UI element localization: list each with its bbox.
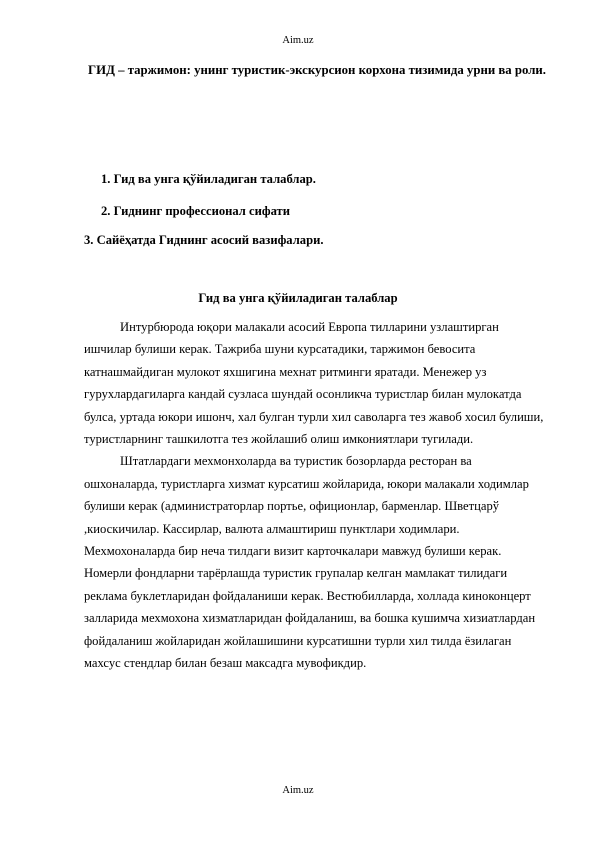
page-header: Aim.uz (282, 35, 314, 46)
section-heading: Гид ва унга қўйиладиган талаблар (198, 291, 398, 305)
paragraph-1: Интурбюрода юқори малакали асосий Европа тилларини узлаштирган ишчилар булиши керак. Тажриба шуни курсатадики, таржимон бевосита катнашмайдиган мулокот яхшигина мехнат ритминги яратади. Менежер уз гурухлардагиларга кандай сузласа шундай осонликча туристлар билан мулокатда булса, уртада юкори ишонч, хал булган турли хил саволарга тез жавоб хосил булиши, туристларнинг ташкилотга тез жойлашиб олиш имкониятлари тугилади. (84, 320, 544, 447)
toc-item-2: 2. Гиднинг профессионал сифати (101, 204, 290, 218)
toc-item-3: 3. Сайёҳатда Гиднинг асосий вазифалари. (84, 233, 324, 247)
body-text (84, 316, 544, 675)
paragraph-2: Штатлардаги мехмонхоларда ва туристик бозорларда ресторан ва ошхоналарда, туристларга хизмат курсатиш жойларида, юкори малакали ходимлар булиши керак (администраторлар портье, официонлар, барменлар. Шветцарў ,киоскичилар. Кассирлар, валюта алмаштириш пунктлари ходимлари. Мехмохоналарда бир неча тилдаги визит карточкалари мавжуд булиши керак. Номерли фондларни тарёрлашда туристик групалар келган мамлакат тилидаги реклама буклетларидан фойдаланиши керак. Вестюбилларда, холлада киноконцерт залларида мехмохона хизматларидан фойдаланиш, ва бошка кушимча хизиатлардан фойдаланиш жойларидан жойлашишини курсатишни турли хил тилда ёзилаган махсус стендлар билан безаш максадга мувофикдир. (84, 454, 536, 671)
document-title: ГИД – таржимон: унинг туристик-экскурсион корхона тизимида урни ва роли. (88, 63, 546, 77)
toc-item-1: 1. Гид ва унга қўйиладиган талаблар. (101, 172, 316, 186)
page-footer: Aim.uz (282, 785, 314, 796)
